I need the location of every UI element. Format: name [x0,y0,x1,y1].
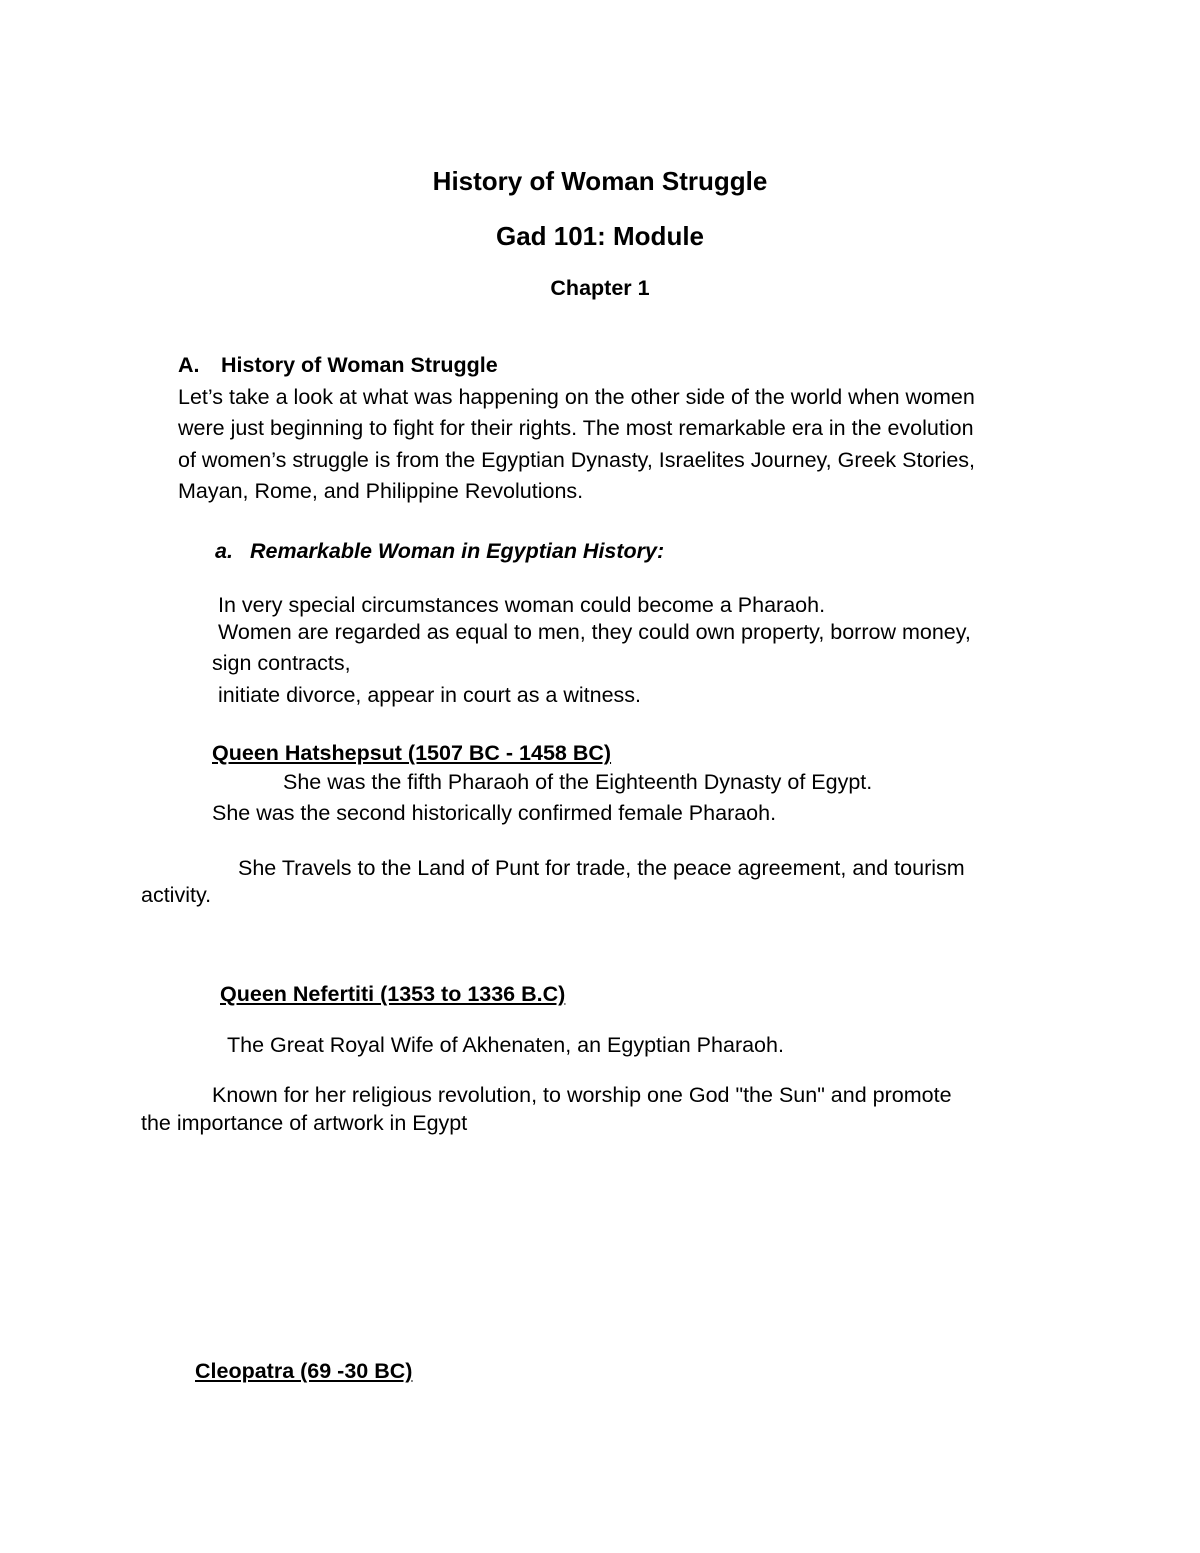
cleopatra-heading: Cleopatra (69 -30 BC) [195,1359,413,1383]
course-module-title: Gad 101: Module [495,221,705,251]
chapter-label: Chapter 1 [550,276,650,300]
nefertiti-line-3: the importance of artwork in Egypt [141,1111,468,1135]
subsection-a-title: Remarkable Woman in Egyptian History: [250,539,665,563]
egypt-fact-line-3: sign contracts, [212,651,351,675]
egypt-fact-line-1: In very special circumstances woman could become a Pharaoh. [212,593,826,617]
section-a-title: History of Woman Struggle [221,353,498,377]
section-a-paragraph-line-3: of women’s struggle is from the Egyptian Dynasty, Israelites Journey, Greek Stories, [178,448,976,472]
egypt-fact-line-2: Women are regarded as equal to men, they could own property, borrow money, [212,620,971,644]
nefertiti-line-1: The Great Royal Wife of Akhenaten, an Egyptian Pharaoh. [227,1033,784,1057]
hatshepsut-line-3: She Travels to the Land of Punt for trade, the peace agreement, and tourism [238,856,965,880]
nefertiti-line-2: Known for her religious revolution, to worship one God "the Sun" and promote [212,1083,952,1107]
hatshepsut-line-1: She was the fifth Pharaoh of the Eighteenth Dynasty of Egypt. [283,770,873,794]
section-a-marker: A. [178,353,200,377]
section-a-paragraph-line-2: were just beginning to fight for their rights. The most remarkable era in the evolution [178,416,974,440]
egypt-fact-line-4: initiate divorce, appear in court as a witness. [212,683,642,707]
hatshepsut-heading: Queen Hatshepsut (1507 BC - 1458 BC) [212,741,612,765]
subsection-a-marker: a. [215,539,233,563]
nefertiti-heading: Queen Nefertiti (1353 to 1336 B.C) [220,982,566,1006]
subsection-a-heading [215,541,664,563]
section-a-heading [178,355,498,377]
section-a-paragraph-line-4: Mayan, Rome, and Philippine Revolutions. [178,479,584,503]
hatshepsut-line-4: activity. [141,883,212,907]
document-title: History of Woman Struggle [432,166,768,196]
section-a-paragraph-line-1: Let’s take a look at what was happening on the other side of the world when women [178,385,975,409]
hatshepsut-line-2: She was the second historically confirmed female Pharaoh. [212,801,777,825]
